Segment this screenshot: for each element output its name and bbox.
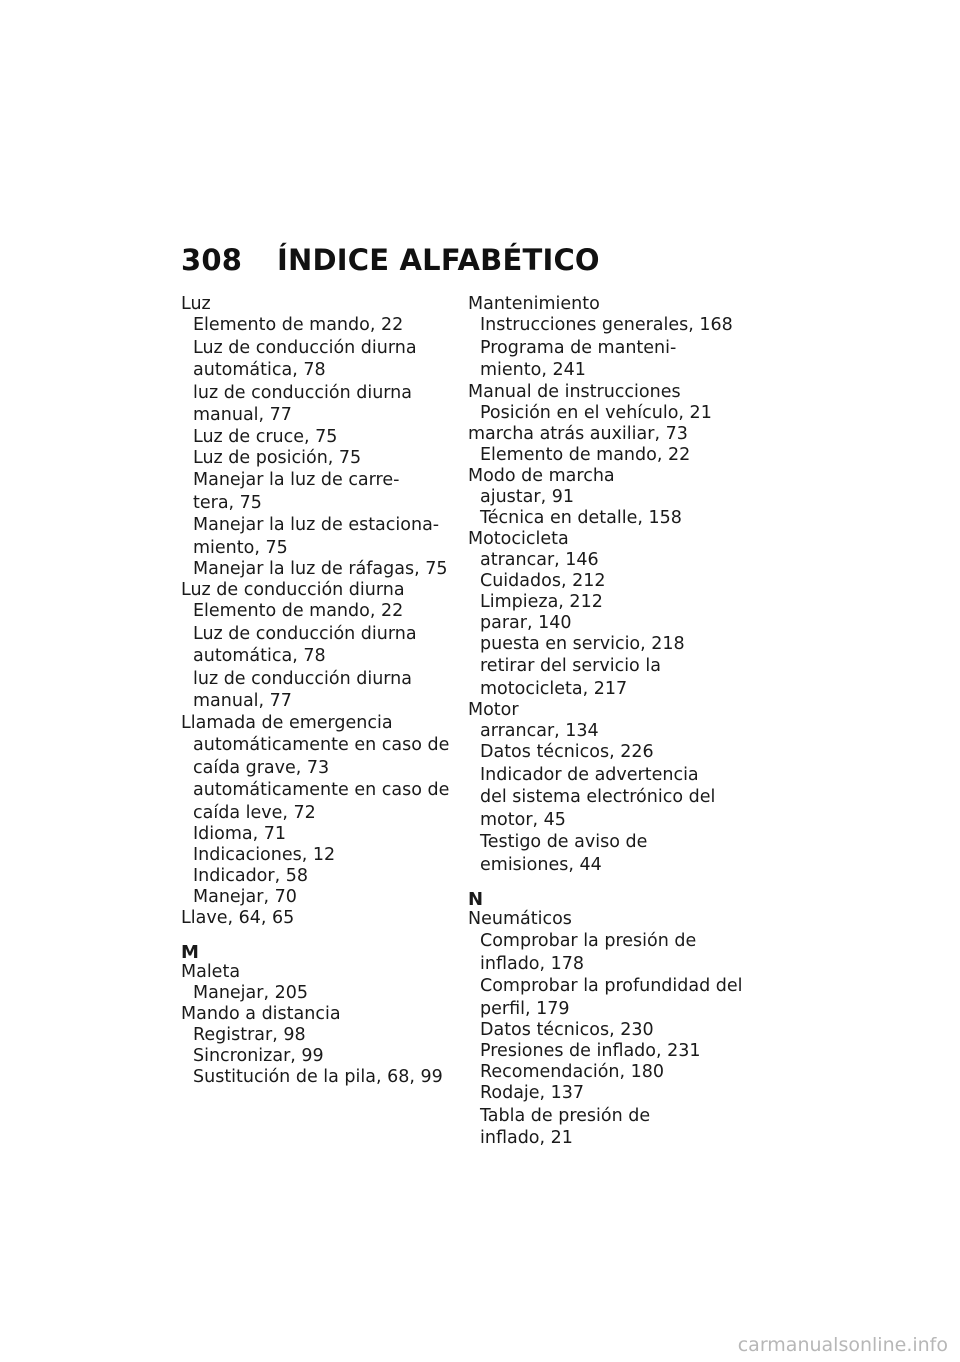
index-subentry: luz de conducción diurna [193,382,412,403]
index-subentry: perfil, 179 [480,998,570,1019]
index-subentry: Sincronizar, 99 [193,1046,324,1066]
index-subentry: miento, 75 [193,537,288,558]
index-subentry: Registrar, 98 [193,1025,306,1045]
index-subentry: Comprobar la profundidad del [480,976,743,996]
index-subentry: Presiones de inflado, 231 [480,1041,701,1061]
index-subentry: caída leve, 72 [193,802,316,823]
index-subentry: arrancar, 134 [480,721,599,741]
index-subentry: miento, 241 [480,360,586,380]
page-title: ÍNDICE ALFABÉTICO [277,243,600,277]
index-entry: Luz [181,294,211,314]
index-subentry: manual, 77 [193,691,292,711]
index-subentry: manual, 77 [193,405,292,425]
index-subentry: Tabla de presión de [480,1105,651,1126]
index-subentry: parar, 140 [480,612,572,633]
index-subentry: Luz de conducción diurna [193,623,417,644]
index-subentry: Elemento de mando, 22 [193,601,404,621]
index-subentry: emisiones, 44 [480,854,602,875]
index-subentry: Datos técnicos, 230 [480,1020,654,1040]
index-subentry: Luz de posición, 75 [193,447,362,468]
index-entry: Mando a distancia [181,1004,341,1024]
index-entry: Neumáticos [468,908,572,929]
index-subentry: Rodaje, 137 [480,1083,585,1103]
index-subentry: caída grave, 73 [193,757,330,778]
index-subentry: Instrucciones generales, 168 [480,315,733,335]
index-subentry: inflado, 178 [480,953,585,974]
index-subentry: automáticamente en caso de [193,735,450,755]
index-subentry: retirar del servicio la [480,656,661,676]
index-subentry: atrancar, 146 [480,549,599,570]
index-entry: Llave, 64, 65 [181,908,295,928]
index-subentry: Manejar la luz de carre- [193,470,400,490]
index-subentry: Datos técnicos, 226 [480,742,654,762]
index-subentry: Elemento de mando, 22 [193,315,404,335]
index-letter-heading: N [468,888,484,910]
index-subentry: automática, 78 [193,646,326,666]
index-entry: Mantenimiento [468,294,600,314]
index-subentry: Testigo de aviso de [480,832,648,852]
page-header [181,243,600,277]
index-subentry: Idioma, 71 [193,824,287,844]
index-subentry: Indicaciones, 12 [193,845,336,865]
index-subentry: inflado, 21 [480,1128,573,1148]
index-subentry: ajustar, 91 [480,486,574,507]
index-entry: Maleta [181,962,241,982]
index-subentry: Manejar la luz de estaciona- [193,515,440,535]
index-subentry: Sustitución de la pila, 68, 99 [193,1067,443,1087]
index-entry: Motor [468,700,519,720]
index-subentry: automática, 78 [193,360,326,380]
index-subentry: puesta en servicio, 218 [480,633,685,654]
index-subentry: Programa de manteni- [480,337,677,358]
index-subentry: automáticamente en caso de [193,780,450,800]
index-column-left [181,294,461,1088]
index-entry: Luz de conducción diurna [181,580,405,600]
index-subentry: Técnica en detalle, 158 [480,507,682,528]
index-entry: Manual de instrucciones [468,381,681,402]
index-subentry: Cuidados, 212 [480,570,606,591]
index-subentry: motor, 45 [480,809,566,830]
index-subentry: Comprobar la presión de [480,931,697,951]
index-subentry: Indicador, 58 [193,866,308,886]
index-subentry: Manejar, 70 [193,887,297,907]
index-subentry: Limpieza, 212 [480,591,603,612]
index-subentry: Indicador de advertencia [480,764,699,785]
index-subentry: Luz de conducción diurna [193,337,417,358]
index-subentry: motocicleta, 217 [480,678,628,699]
index-subentry: Manejar, 205 [193,983,308,1003]
index-subentry: Elemento de mando, 22 [480,444,691,465]
page-number: 308 [181,243,243,277]
index-column-right [468,294,748,1150]
index-subentry: del sistema electrónico del [480,787,716,807]
index-subentry: Posición en el vehículo, 21 [480,402,712,423]
index-subentry: Manejar la luz de ráfagas, 75 [193,559,448,579]
index-subentry: luz de conducción diurna [193,668,412,689]
index-subentry: Recomendación, 180 [480,1062,665,1082]
index-entry: marcha atrás auxiliar, 73 [468,423,688,444]
index-letter-heading: M [181,942,199,963]
index-entry: Llamada de emergencia [181,712,393,733]
index-entry: Modo de marcha [468,465,615,486]
index-subentry: tera, 75 [193,492,262,513]
index-subentry: Luz de cruce, 75 [193,426,338,447]
watermark: carmanualsonline.info [737,1334,948,1356]
index-entry: Motocicleta [468,528,569,549]
